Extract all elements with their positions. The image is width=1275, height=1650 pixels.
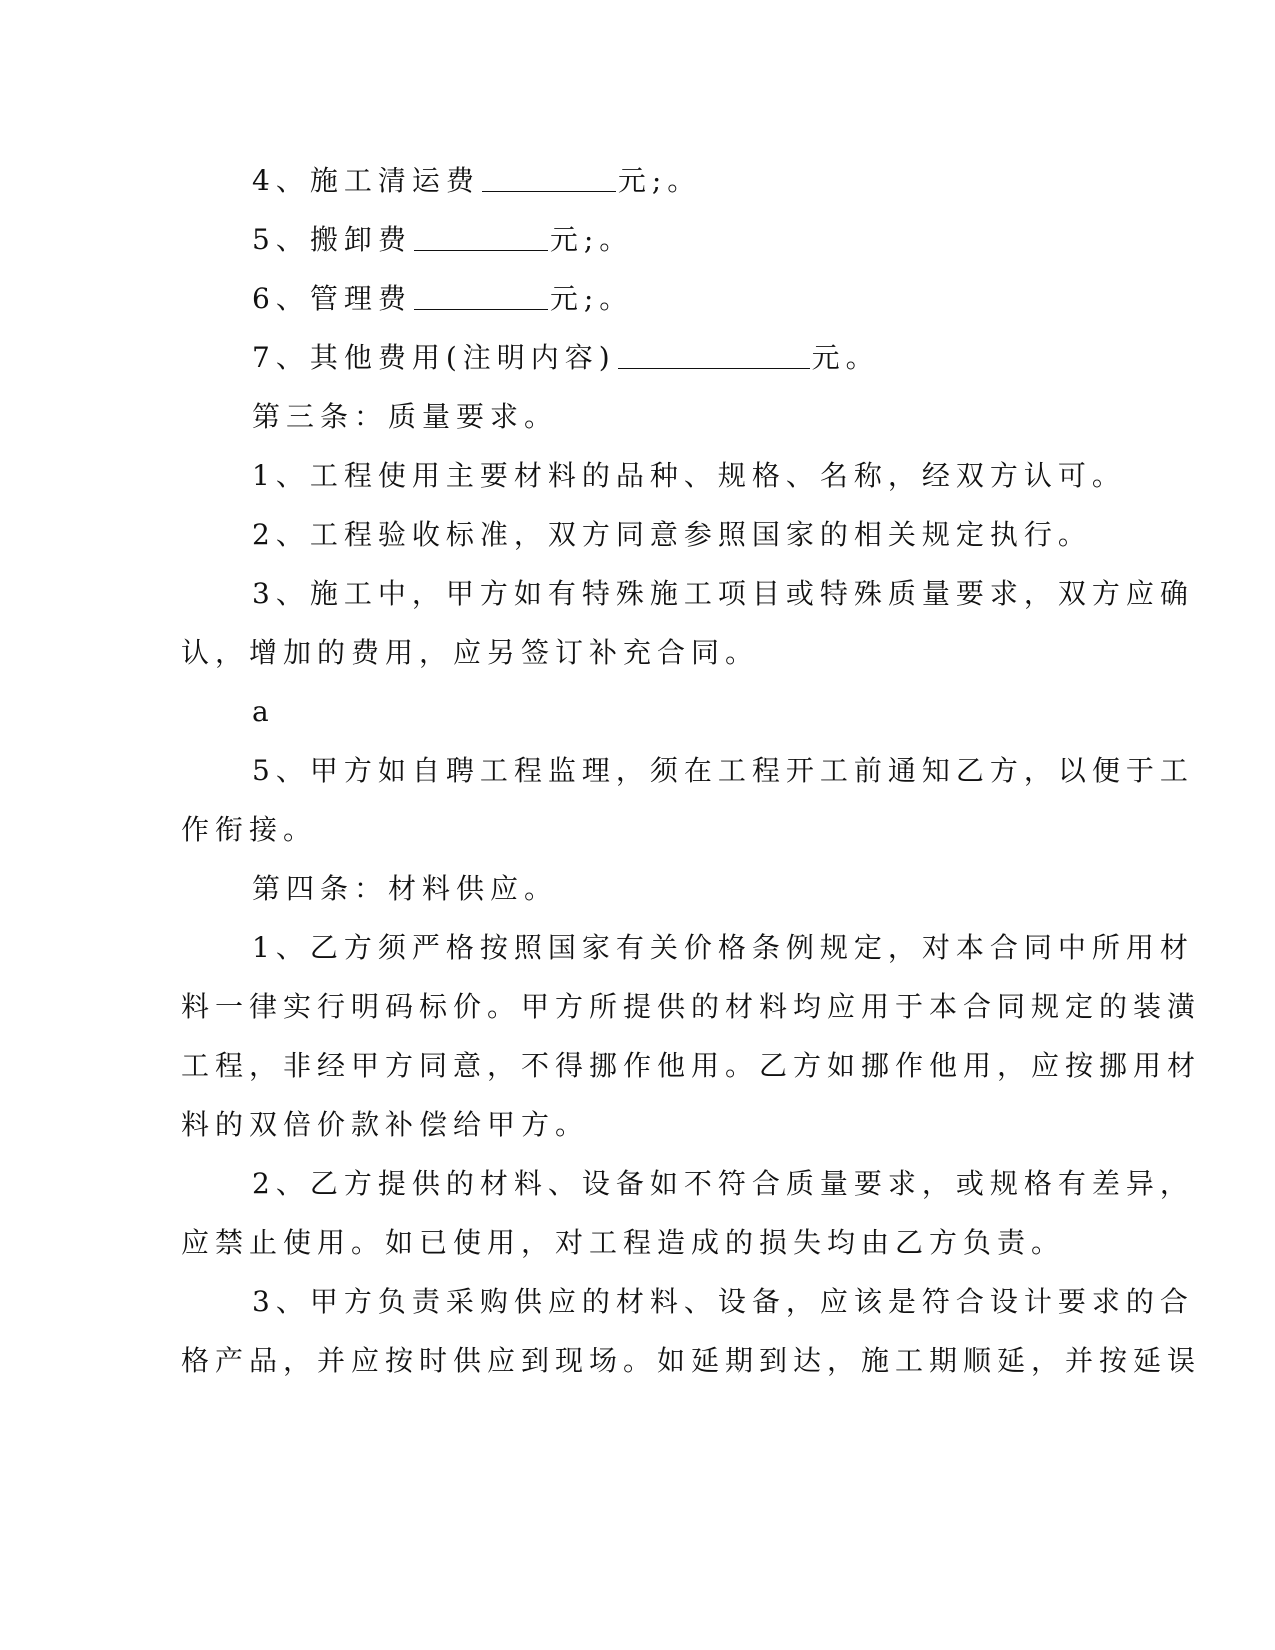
article3-item5-line1: 5、甲方如自聘工程监理，须在工程开工前通知乙方，以便于工 (252, 754, 1194, 787)
article3-item3-line2: 认，增加的费用，应另签订补充合同。 (181, 636, 760, 669)
article4-item1-line4: 料的双倍价款补偿给甲方。 (181, 1108, 590, 1141)
article4-item3-line2: 格产品，并应按时供应到现场。如延期到达，施工期顺延，并按延误 (181, 1344, 1202, 1377)
fee-item-unit: 元;。 (549, 282, 634, 315)
article4-item3-line1: 3、甲方负责采购供应的材料、设备，应该是符合设计要求的合 (252, 1285, 1194, 1318)
fee-item-label: 7、其他费用(注明内容) (252, 341, 616, 374)
article4-item1-line3: 工程，非经甲方同意，不得挪作他用。乙方如挪作他用，应按挪用材 (181, 1049, 1202, 1082)
fee-item-label: 5、搬卸费 (252, 223, 412, 256)
fee-item-unit: 元;。 (549, 223, 634, 256)
article4-item2-line2: 应禁止使用。如已使用，对工程造成的损失均由乙方负责。 (181, 1226, 1066, 1259)
fee-item-label: 4、施工清运费 (252, 164, 480, 197)
article3-item2: 2、工程验收标准，双方同意参照国家的相关规定执行。 (252, 518, 1092, 551)
amount-blank (618, 342, 810, 369)
amount-blank (482, 165, 616, 192)
article4-item2-line1: 2、乙方提供的材料、设备如不符合质量要求，或规格有差异， (252, 1167, 1194, 1200)
article3-heading: 第三条：质量要求。 (252, 400, 559, 433)
article4-heading: 第四条：材料供应。 (252, 872, 559, 905)
fee-item-other (252, 338, 1152, 378)
amount-blank (414, 283, 548, 310)
article3-item1: 1、工程使用主要材料的品种、规格、名称，经双方认可。 (252, 459, 1126, 492)
article4-item1-line2: 料一律实行明码标价。甲方所提供的材料均应用于本合同规定的装潢 (181, 990, 1202, 1023)
fee-item-label: 6、管理费 (252, 282, 412, 315)
fee-item-management (252, 279, 1152, 319)
article3-item3-line1: 3、施工中，甲方如有特殊施工项目或特殊质量要求，双方应确 (252, 577, 1194, 610)
article4-item1-line1: 1、乙方须严格按照国家有关价格条例规定，对本合同中所用材 (252, 931, 1194, 964)
fee-item-unit: 元。 (811, 341, 880, 374)
article3-item5-line2: 作衔接。 (181, 813, 318, 846)
amount-blank (414, 224, 548, 251)
fee-item-handling (252, 220, 1152, 260)
fee-item-cleanup (252, 161, 1152, 201)
fee-item-unit: 元;。 (617, 164, 702, 197)
article3-item4: a (252, 695, 275, 728)
